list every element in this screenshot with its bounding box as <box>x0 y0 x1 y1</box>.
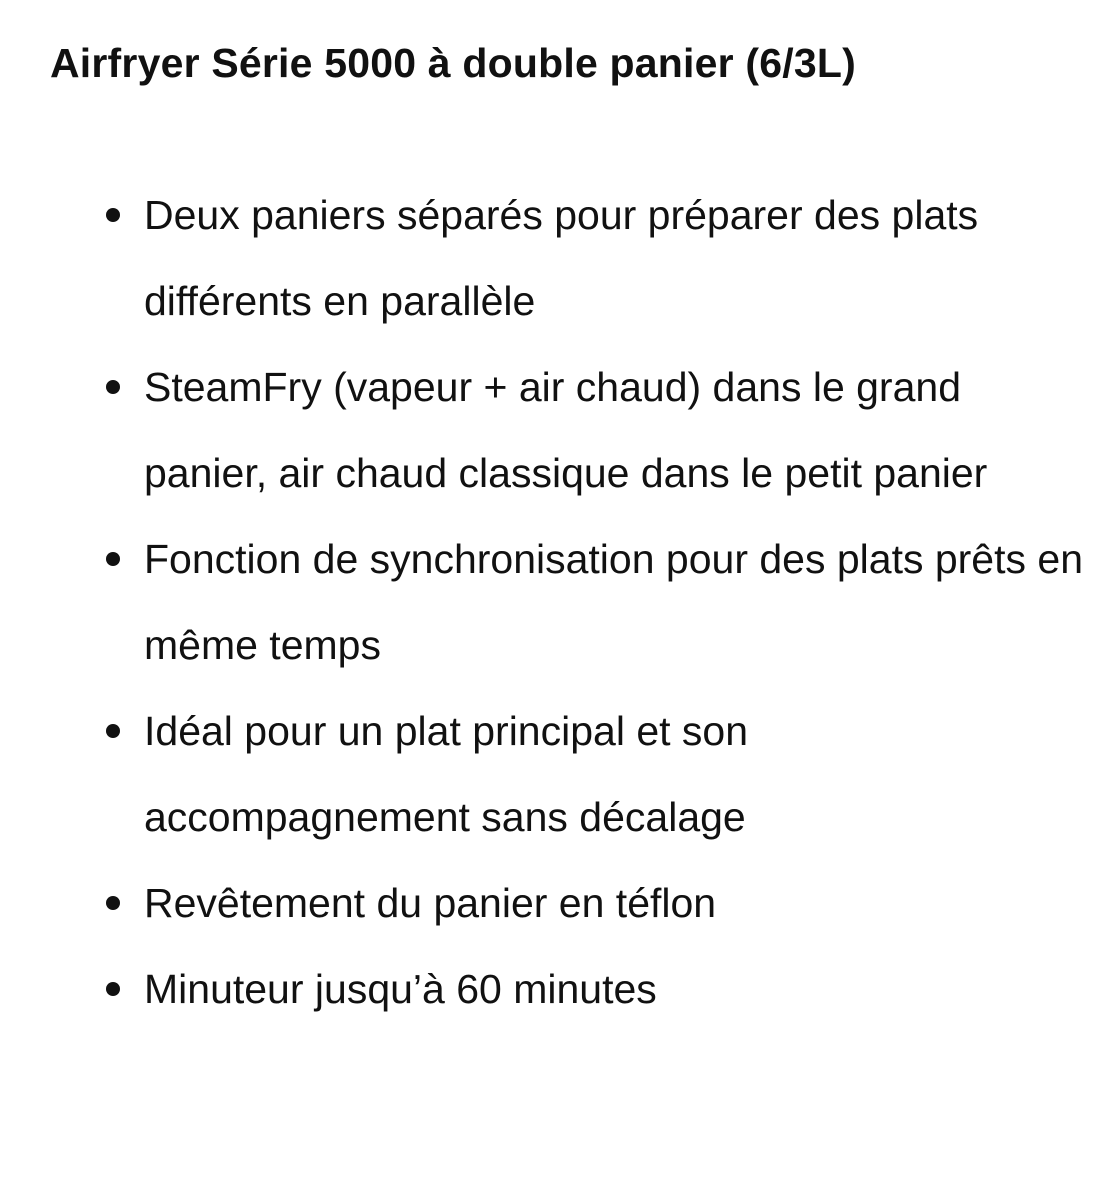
feature-text: Revêtement du panier en téflon <box>144 880 717 926</box>
feature-list-item <box>0 946 1115 1032</box>
feature-list-item <box>0 344 1115 516</box>
feature-list <box>0 172 1115 1032</box>
feature-list-item <box>0 516 1115 688</box>
feature-list-item <box>0 172 1115 344</box>
feature-text: Deux paniers séparés pour préparer des plats différents en parallèle <box>144 192 979 324</box>
bullet-icon <box>106 982 120 996</box>
feature-text: Fonction de synchronisation pour des plats prêts en même temps <box>144 536 1083 668</box>
feature-text: Minuteur jusqu’à 60 minutes <box>144 966 657 1012</box>
product-title: Airfryer Série 5000 à double panier (6/3L) <box>50 40 856 86</box>
bullet-icon <box>106 896 120 910</box>
bullet-icon <box>106 724 120 738</box>
bullet-icon <box>106 208 120 222</box>
feature-list-item <box>0 688 1115 860</box>
bullet-icon <box>106 552 120 566</box>
bullet-icon <box>106 380 120 394</box>
feature-text: SteamFry (vapeur + air chaud) dans le grand panier, air chaud classique dans le petit panier <box>144 364 988 496</box>
feature-list-item <box>0 860 1115 946</box>
feature-text: Idéal pour un plat principal et son accompagnement sans décalage <box>144 708 749 840</box>
